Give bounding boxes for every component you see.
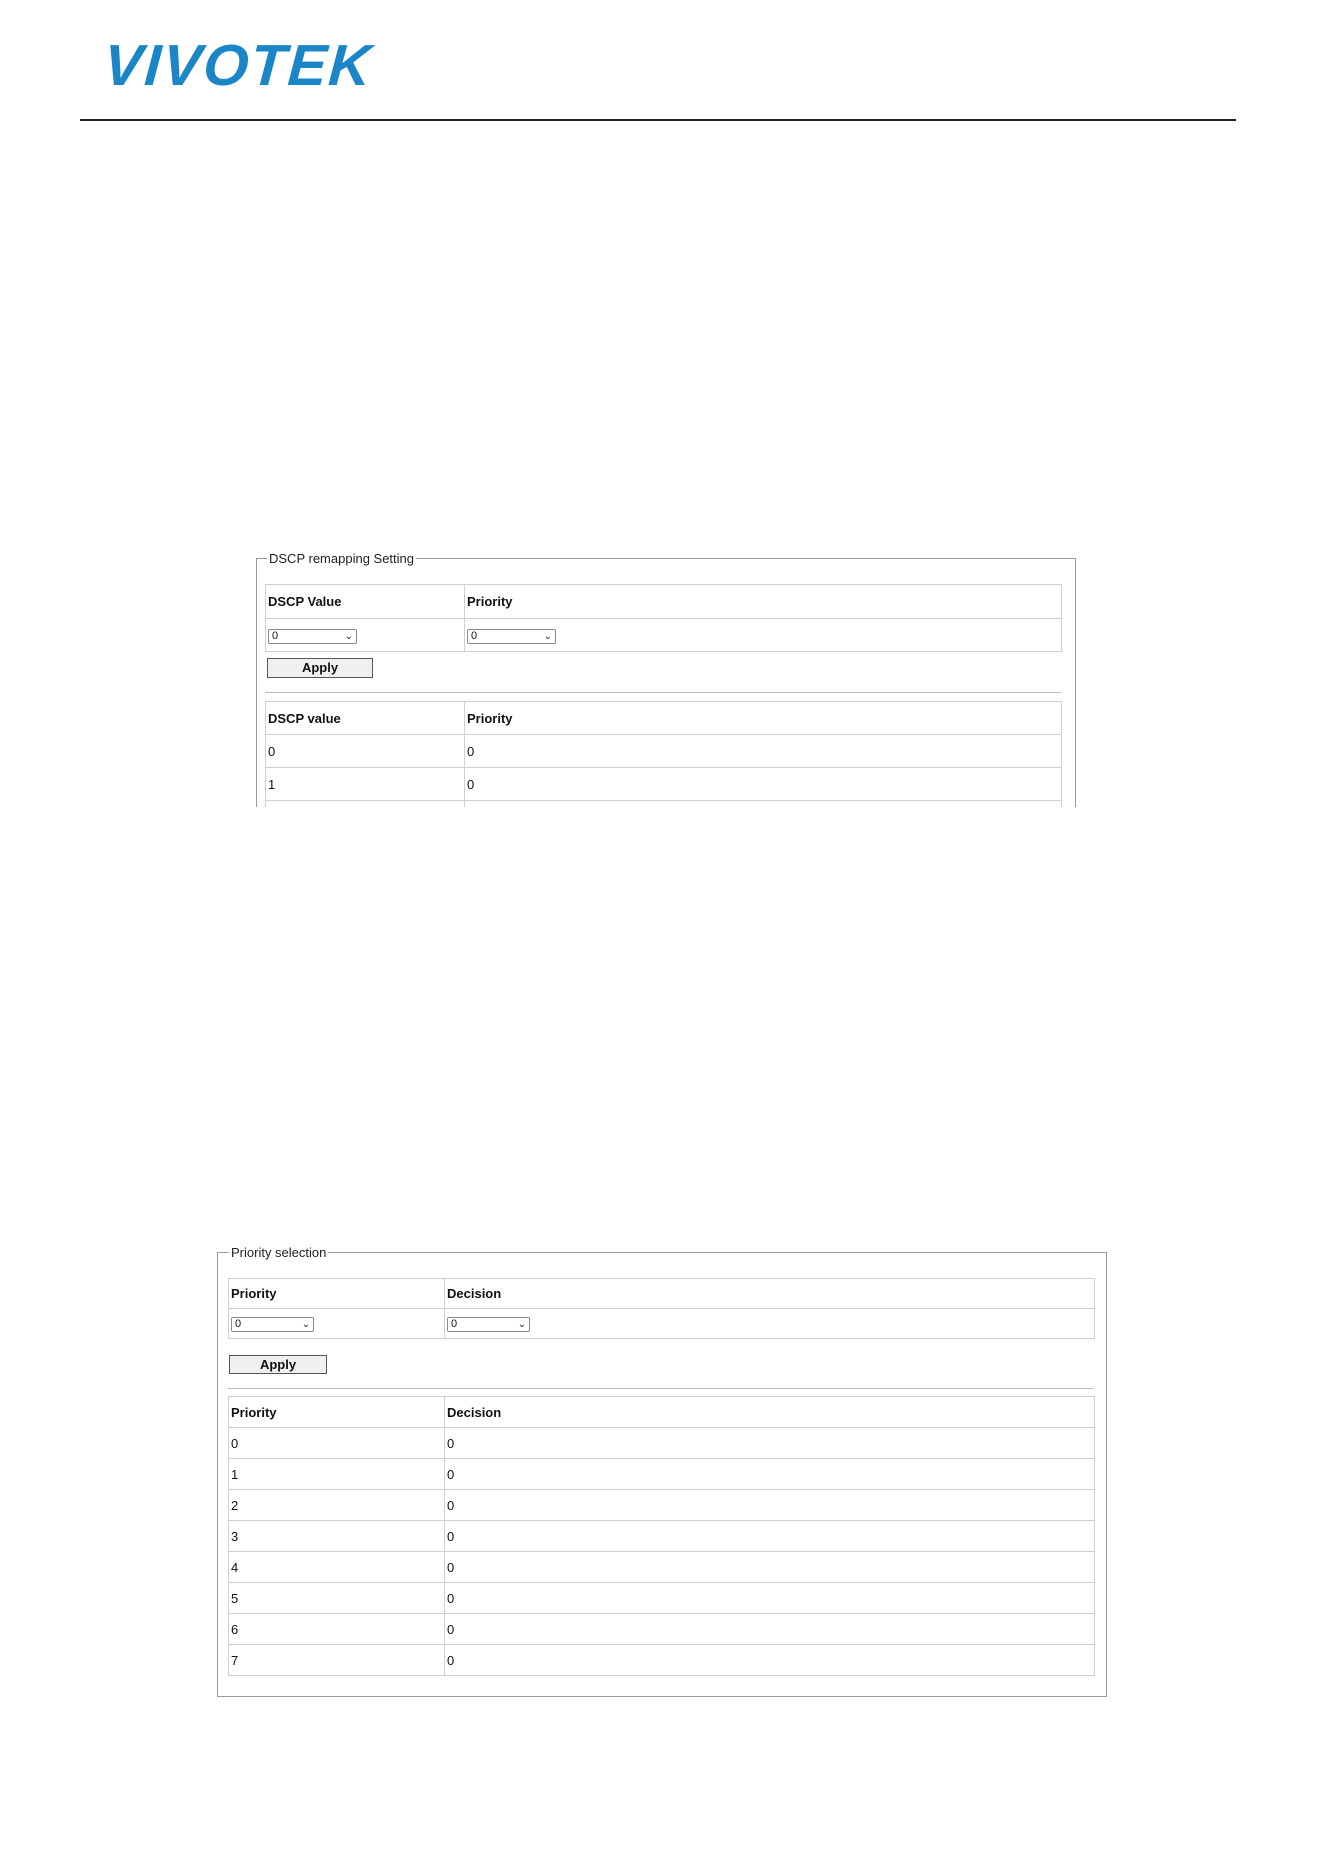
dscp-apply-button[interactable]: Apply bbox=[267, 658, 373, 678]
priority-select-value: 0 bbox=[235, 1318, 242, 1330]
priority-cell: 5 bbox=[229, 1583, 445, 1614]
dscp-form-input-row bbox=[266, 619, 1062, 652]
priority-cell: 0 bbox=[465, 768, 1062, 801]
priority-cell bbox=[465, 619, 1062, 652]
decision-cell: 0 bbox=[445, 1552, 1095, 1583]
table-row bbox=[266, 768, 1062, 801]
dscp-screenshot bbox=[250, 545, 1080, 807]
dscp-list-table bbox=[265, 701, 1062, 807]
table-row bbox=[229, 1614, 1095, 1645]
dscp-divider bbox=[265, 692, 1061, 693]
dscp-cell: 1 bbox=[266, 768, 465, 801]
priority-legend: Priority selection bbox=[231, 1245, 327, 1260]
table-row bbox=[229, 1645, 1095, 1676]
priority-select[interactable] bbox=[467, 629, 556, 644]
table-row bbox=[266, 735, 1062, 768]
decision-cell: 0 bbox=[445, 1614, 1095, 1645]
priority-cell: 1 bbox=[229, 1459, 445, 1490]
priority-list-header-row bbox=[229, 1397, 1095, 1428]
priority-header: Priority bbox=[465, 585, 1062, 619]
priority-header: Priority bbox=[229, 1279, 445, 1309]
priority-form-table bbox=[228, 1278, 1095, 1339]
table-row bbox=[229, 1583, 1095, 1614]
table-row bbox=[266, 801, 1062, 808]
header-divider bbox=[80, 119, 1236, 121]
decision-cell: 0 bbox=[445, 1645, 1095, 1676]
priority-cell bbox=[229, 1309, 445, 1339]
dscp-form-table bbox=[265, 584, 1062, 652]
priority-list-decision-header: Decision bbox=[445, 1397, 1095, 1428]
priority-form-input-row bbox=[229, 1309, 1095, 1339]
decision-cell: 0 bbox=[445, 1583, 1095, 1614]
dscp-value-select[interactable] bbox=[268, 629, 357, 644]
chevron-down-icon: ⌄ bbox=[301, 1319, 310, 1330]
dscp-cell: 0 bbox=[266, 735, 465, 768]
dscp-form-header-row bbox=[266, 585, 1062, 619]
decision-cell: 0 bbox=[445, 1428, 1095, 1459]
dscp-value-header: DSCP Value bbox=[266, 585, 465, 619]
logo-text: VIVOTEK bbox=[101, 33, 375, 98]
priority-cell: 6 bbox=[229, 1614, 445, 1645]
priority-cell: 0 bbox=[229, 1428, 445, 1459]
priority-cell: 7 bbox=[229, 1645, 445, 1676]
decision-select[interactable] bbox=[447, 1317, 530, 1332]
vivotek-logo bbox=[101, 33, 394, 98]
priority-cell: 4 bbox=[229, 1552, 445, 1583]
decision-header: Decision bbox=[445, 1279, 1095, 1309]
dscp-value-cell bbox=[266, 619, 465, 652]
dscp-list-value-header: DSCP value bbox=[266, 702, 465, 735]
dscp-list-header-row bbox=[266, 702, 1062, 735]
chevron-down-icon: ⌄ bbox=[344, 630, 353, 642]
priority-form-header-row bbox=[229, 1279, 1095, 1309]
priority-cell: 2 bbox=[229, 1490, 445, 1521]
decision-cell: 0 bbox=[445, 1459, 1095, 1490]
table-row bbox=[229, 1552, 1095, 1583]
chevron-down-icon: ⌄ bbox=[543, 630, 552, 642]
decision-select-value: 0 bbox=[451, 1318, 458, 1330]
priority-select-value: 0 bbox=[471, 629, 478, 642]
dscp-value-select-value: 0 bbox=[272, 629, 279, 642]
priority-divider bbox=[228, 1388, 1094, 1389]
decision-cell bbox=[445, 1309, 1095, 1339]
table-row bbox=[229, 1459, 1095, 1490]
priority-screenshot bbox=[214, 1240, 1110, 1700]
table-row bbox=[229, 1521, 1095, 1552]
priority-list-priority-header: Priority bbox=[229, 1397, 445, 1428]
priority-cell: 3 bbox=[229, 1521, 445, 1552]
chevron-down-icon: ⌄ bbox=[517, 1319, 526, 1330]
table-row bbox=[229, 1428, 1095, 1459]
priority-list-table bbox=[228, 1396, 1095, 1676]
table-row bbox=[229, 1490, 1095, 1521]
priority-cell: 0 bbox=[465, 735, 1062, 768]
priority-apply-button[interactable]: Apply bbox=[229, 1355, 327, 1374]
priority-select[interactable] bbox=[231, 1317, 314, 1332]
decision-cell: 0 bbox=[445, 1490, 1095, 1521]
dscp-legend: DSCP remapping Setting bbox=[269, 551, 415, 566]
decision-cell: 0 bbox=[445, 1521, 1095, 1552]
dscp-list-priority-header: Priority bbox=[465, 702, 1062, 735]
